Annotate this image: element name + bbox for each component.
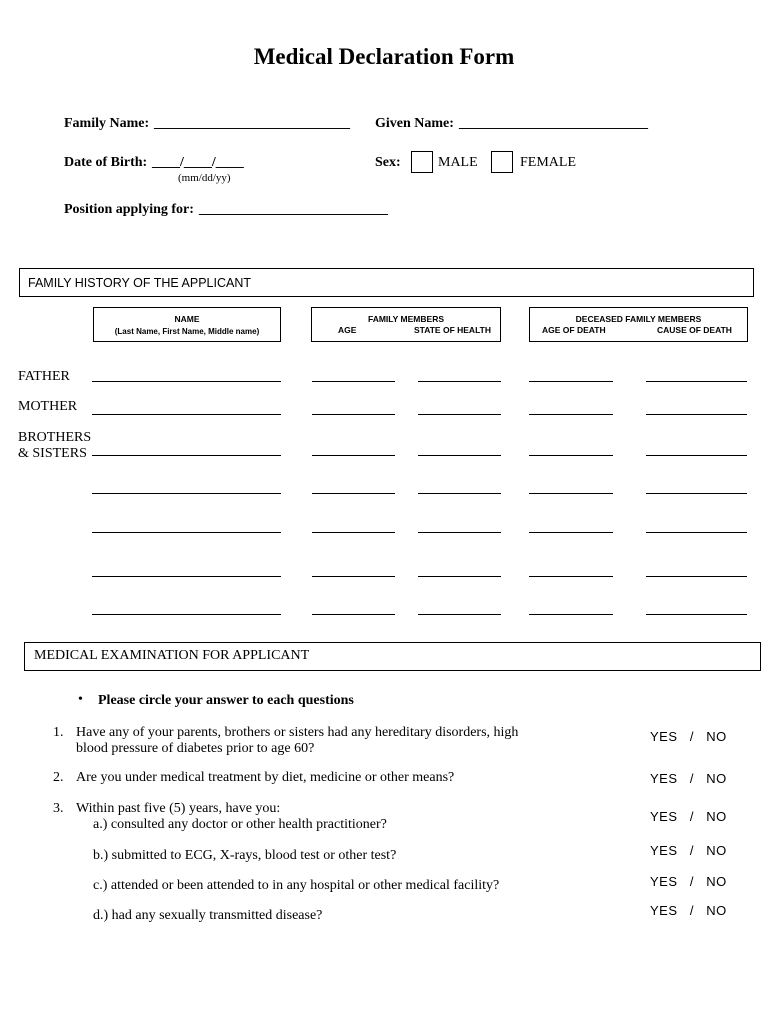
question-3b-answer[interactable]: YES / NO	[650, 843, 727, 858]
question-3b-text: b.) submitted to ECG, X-rays, blood test or other test?	[93, 848, 397, 863]
medical-exam-title: MEDICAL EXAMINATION FOR APPLICANT	[34, 648, 310, 663]
female-label: FEMALE	[520, 155, 576, 170]
column-state-of-health-label: STATE OF HEALTH	[414, 325, 491, 335]
question-3d-answer[interactable]: YES / NO	[650, 903, 727, 918]
question-2-answer[interactable]: YES / NO	[650, 771, 727, 786]
female-checkbox[interactable]	[491, 151, 513, 173]
question-3-number: 3.	[53, 801, 64, 816]
column-family-members-label: FAMILY MEMBERS	[367, 314, 445, 324]
column-name-sublabel: (Last Name, First Name, Middle name)	[114, 327, 260, 336]
question-3a-text: a.) consulted any doctor or other health practitioner?	[93, 817, 387, 832]
fill-line[interactable]	[92, 414, 281, 415]
given-name-label: Given Name:	[375, 116, 454, 131]
fill-line[interactable]	[312, 532, 395, 533]
question-1-line-1: Have any of your parents, brothers or sisters had any hereditary disorders, high	[76, 725, 519, 740]
fill-line[interactable]	[418, 414, 501, 415]
fill-line[interactable]	[646, 576, 747, 577]
fill-line[interactable]	[312, 493, 395, 494]
column-deceased-label: DECEASED FAMILY MEMBERS	[575, 314, 702, 324]
fill-line[interactable]	[418, 493, 501, 494]
fill-line[interactable]	[646, 614, 747, 615]
question-3a-answer[interactable]: YES / NO	[650, 809, 727, 824]
fill-line[interactable]	[92, 614, 281, 615]
fill-line[interactable]	[646, 414, 747, 415]
bullet-icon: •	[78, 692, 83, 707]
fill-line[interactable]	[418, 381, 501, 382]
column-age-label: AGE	[338, 325, 357, 335]
family-history-title: FAMILY HISTORY OF THE APPLICANT	[28, 276, 251, 290]
instruction-text: Please circle your answer to each questions	[98, 693, 354, 708]
fill-line[interactable]	[92, 576, 281, 577]
column-family-members-header	[311, 307, 501, 342]
row-label-father: FATHER	[18, 369, 70, 384]
column-cause-of-death-label: CAUSE OF DEATH	[657, 325, 732, 335]
fill-line[interactable]	[92, 493, 281, 494]
fill-line[interactable]	[529, 455, 613, 456]
question-1-number: 1.	[53, 725, 64, 740]
question-3c-text: c.) attended or been attended to in any hospital or other medical facility?	[93, 878, 500, 893]
question-2-text: Are you under medical treatment by diet, medicine or other means?	[76, 770, 455, 785]
fill-line[interactable]	[312, 455, 395, 456]
fill-line[interactable]	[529, 414, 613, 415]
dob-format-hint: (mm/dd/yy)	[178, 172, 231, 184]
fill-line[interactable]	[418, 532, 501, 533]
question-2-number: 2.	[53, 770, 64, 785]
question-1-answer[interactable]: YES / NO	[650, 729, 727, 744]
question-1-line-2: blood pressure of diabetes prior to age 60?	[76, 741, 315, 756]
given-name-field[interactable]: ___________________________	[459, 116, 648, 131]
fill-line[interactable]	[92, 381, 281, 382]
position-field[interactable]: ___________________________	[199, 202, 388, 217]
fill-line[interactable]	[529, 532, 613, 533]
fill-line[interactable]	[418, 576, 501, 577]
row-label-siblings: BROTHERS & SISTERS	[18, 430, 92, 461]
question-3d-text: d.) had any sexually transmitted disease?	[93, 908, 323, 923]
male-checkbox[interactable]	[411, 151, 433, 173]
fill-line[interactable]	[418, 614, 501, 615]
dob-field[interactable]: ____/____/____	[152, 155, 244, 170]
male-label: MALE	[438, 155, 478, 170]
page-title: Medical Declaration Form	[253, 44, 515, 69]
fill-line[interactable]	[529, 381, 613, 382]
fill-line[interactable]	[418, 455, 501, 456]
fill-line[interactable]	[646, 493, 747, 494]
dob-label: Date of Birth:	[64, 155, 148, 170]
column-deceased-header	[529, 307, 748, 342]
question-3-text: Within past five (5) years, have you:	[76, 801, 281, 816]
fill-line[interactable]	[312, 414, 395, 415]
fill-line[interactable]	[529, 493, 613, 494]
fill-line[interactable]	[529, 576, 613, 577]
fill-line[interactable]	[92, 455, 281, 456]
fill-line[interactable]	[646, 455, 747, 456]
family-name-field[interactable]: ____________________________	[154, 116, 350, 131]
column-name-label: NAME	[174, 314, 200, 324]
column-age-of-death-label: AGE OF DEATH	[542, 325, 606, 335]
fill-line[interactable]	[92, 532, 281, 533]
family-history-header	[19, 268, 754, 297]
fill-line[interactable]	[312, 576, 395, 577]
position-label: Position applying for:	[64, 202, 194, 217]
question-3c-answer[interactable]: YES / NO	[650, 874, 727, 889]
medical-exam-header	[24, 642, 761, 671]
fill-line[interactable]	[312, 381, 395, 382]
fill-line[interactable]	[529, 614, 613, 615]
sex-label: Sex:	[375, 155, 401, 170]
fill-line[interactable]	[312, 614, 395, 615]
fill-line[interactable]	[646, 381, 747, 382]
family-name-label: Family Name:	[64, 116, 150, 131]
column-name-header	[93, 307, 281, 342]
row-label-mother: MOTHER	[18, 399, 78, 414]
fill-line[interactable]	[646, 532, 747, 533]
